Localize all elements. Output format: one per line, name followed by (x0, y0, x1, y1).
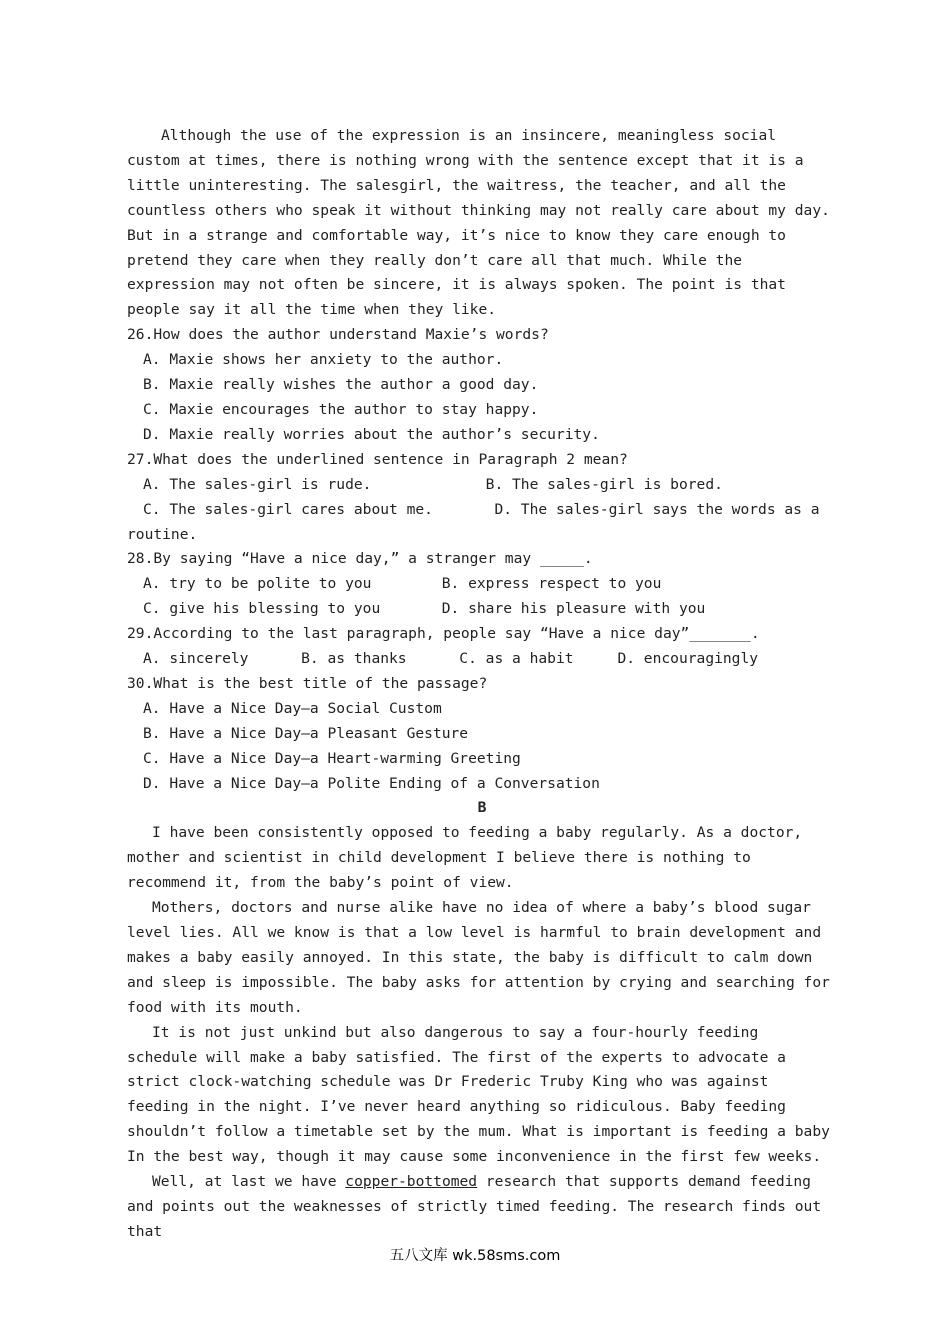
option-c: C. Maxie encourages the author to stay happy. (143, 400, 539, 418)
question-27 (127, 448, 837, 548)
option-row-continuation: routine. (127, 525, 198, 543)
document-page (127, 124, 837, 1245)
option-b: B. Maxie really wishes the author a good day. (143, 376, 539, 394)
question-stem: 27.What does the underlined sentence in Paragraph 2 mean? (127, 450, 628, 468)
option-d: D. Maxie really worries about the author’s security. (143, 425, 600, 443)
question-26 (127, 323, 837, 448)
option-row: A. The sales-girl is rude. B. The sales-girl is bored. (143, 475, 723, 493)
option-d: D. Have a Nice Day—a Polite Ending of a Conversation (143, 774, 600, 792)
passage-paragraph: It is not just unkind but also dangerous to say a four-hourly feeding schedule will make a baby satisfied. The first of the experts to advocate a strict clock-watching schedule was Dr Frederic Truby King who was against feeding in the night. I’ve never heard anything so ridiculous. Baby feeding shouldn’t follow a timetable set by the mum. What is important is feeding a baby In the best way, though it may cause some inconvenience in the first few weeks. (127, 1023, 830, 1166)
passage-paragraph (127, 1170, 837, 1245)
underlined-word: copper-bottomed (345, 1173, 478, 1191)
question-30 (127, 672, 837, 797)
option-a: A. Maxie shows her anxiety to the author. (143, 351, 504, 369)
question-28 (127, 547, 837, 622)
option-c: C. Have a Nice Day—a Heart-warming Greeting (143, 749, 521, 767)
question-stem: 26.How does the author understand Maxie’s words? (127, 326, 549, 344)
question-stem: 29.According to the last paragraph, people say “Have a nice day”_______. (127, 625, 760, 643)
passage-paragraph: Although the use of the expression is an insincere, meaningless social custom at times, there is nothing wrong with the sentence except that it is a little uninteresting. The salesgirl, the waitress, the teacher, and all the countless others who speak it without thinking may not really care about my day. But in a strange and comfortable way, it’s nice to know they care enough to pretend they care when they really don’t care all that much. While the expression may not often be sincere, it is always spoken. The point is that people say it all the time when they like. (127, 127, 830, 319)
option-b: B. Have a Nice Day—a Pleasant Gesture (143, 724, 469, 742)
section-heading: B (477, 799, 487, 817)
passage-paragraph: Mothers, doctors and nurse alike have no idea of where a baby’s blood sugar level lies. All we know is that a low level is harmful to brain development and makes a baby easily annoyed. In this state, the baby is difficult to calm down and sleep is impossible. The baby asks for attention by crying and searching for food with its mouth. (127, 899, 830, 1016)
option-row: C. The sales-girl cares about me. D. The sales-girl says the words as a (143, 500, 820, 518)
footer-watermark: 五八文库 wk.58sms.com (389, 1248, 561, 1264)
passage-paragraph: I have been consistently opposed to feeding a baby regularly. As a doctor, mother and scientist in child development I believe there is nothing to recommend it, from the baby’s point of view. (127, 824, 803, 892)
paragraph-text: research that supports demand feeding and points out the weaknesses of strictly timed feeding. The research finds out that (127, 1173, 822, 1240)
question-29 (127, 622, 837, 672)
option-row: A. try to be polite to you B. express respect to you (143, 575, 662, 593)
question-stem: 28.By saying “Have a nice day,” a stranger may _____. (127, 550, 593, 568)
option-row: C. give his blessing to you D. share his pleasure with you (143, 600, 706, 618)
option-row: A. sincerely B. as thanks C. as a habit D. encouragingly (143, 650, 759, 668)
question-stem: 30.What is the best title of the passage? (127, 674, 488, 692)
option-a: A. Have a Nice Day—a Social Custom (143, 699, 442, 717)
paragraph-text: Well, at last we have (152, 1173, 346, 1191)
